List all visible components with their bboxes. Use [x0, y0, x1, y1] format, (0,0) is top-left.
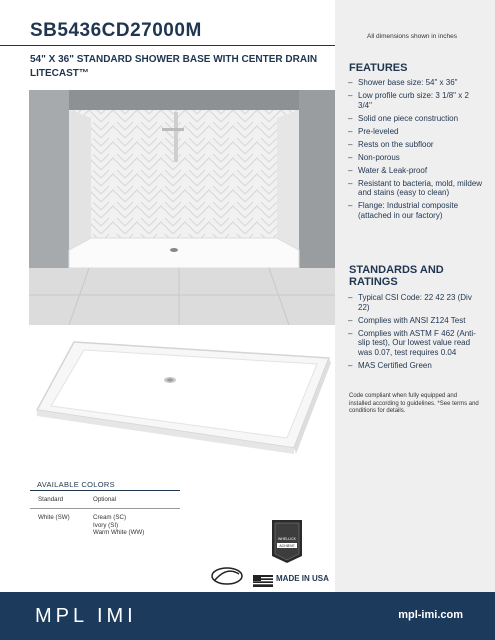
sku-title: SB5436CD27000M — [30, 20, 202, 41]
feature-item: – Water & Leak-proof — [348, 166, 483, 176]
standards-list — [348, 293, 483, 374]
usa-flag-icon — [253, 574, 273, 592]
mpl-imi-logo — [35, 604, 165, 631]
made-in-usa-label: MADE IN USA — [276, 574, 329, 583]
feature-item: – Resistant to bacteria, mold, mildew and stains (easy to clean) — [348, 179, 483, 198]
dimensions-note: All dimensions shown in inches — [367, 33, 457, 40]
feature-item: – Rests on the subfloor — [348, 140, 483, 150]
feature-item: – Pre-leveled — [348, 127, 483, 137]
optional-color: Cream (SC) — [93, 514, 127, 521]
colors-table-header — [30, 491, 180, 509]
colors-table-row — [30, 509, 180, 537]
features-list — [348, 78, 483, 224]
standard-color: White (SW) — [38, 514, 70, 521]
standard-item: – Typical CSI Code: 22 42 23 (Div 22) — [348, 293, 483, 312]
website-url[interactable]: mpl-imi.com — [398, 609, 463, 621]
badge-text-mid: ACHIEVE — [279, 544, 295, 548]
product-subtitle: 54" X 36" STANDARD SHOWER BASE WITH CENTER DRAIN LITECAST™ — [30, 54, 318, 79]
feature-item: – Non-porous — [348, 153, 483, 163]
code-note: Code compliant when fully equipped and installed according to guidelines. *See terms and conditions for details. — [349, 393, 479, 414]
standard-item: – Complies with ASTM F 462 (Anti-slip test), Our lowest value read was 0.07, test requires 0.04 — [348, 329, 483, 358]
colors-title: AVAILABLE COLORS — [37, 480, 115, 489]
col-standard-header: Standard — [38, 496, 64, 503]
standard-item: – Complies with ANSI Z124 Test — [348, 316, 483, 326]
optional-color: Warm White (WW) — [93, 529, 145, 536]
standards-title: STANDARDS AND RATINGS — [349, 264, 444, 288]
feature-item: – Flange: Industrial composite (attached in our factory) — [348, 201, 483, 220]
features-title: FEATURES — [349, 62, 408, 74]
feature-item: – Solid one piece construction — [348, 114, 483, 124]
badge-text-top: WHELLICK — [278, 537, 296, 541]
certification-badge — [268, 518, 306, 569]
feature-item: – Shower base size: 54" x 36" — [348, 78, 483, 88]
standard-item: – MAS Certified Green — [348, 361, 483, 371]
installed-shower-photo — [29, 90, 335, 325]
colors-table — [30, 490, 180, 537]
optional-color: Ivory (SI) — [93, 521, 119, 529]
certified-green-logo — [210, 566, 244, 591]
feature-item: – Low profile curb size: 3 1/8" x 2 3/4" — [348, 91, 483, 110]
optional-colors — [93, 514, 180, 537]
header-divider — [0, 45, 335, 46]
shower-base-photo — [29, 330, 335, 455]
logo-text: MPL IMI — [35, 605, 137, 626]
col-optional-header: Optional — [93, 496, 117, 503]
